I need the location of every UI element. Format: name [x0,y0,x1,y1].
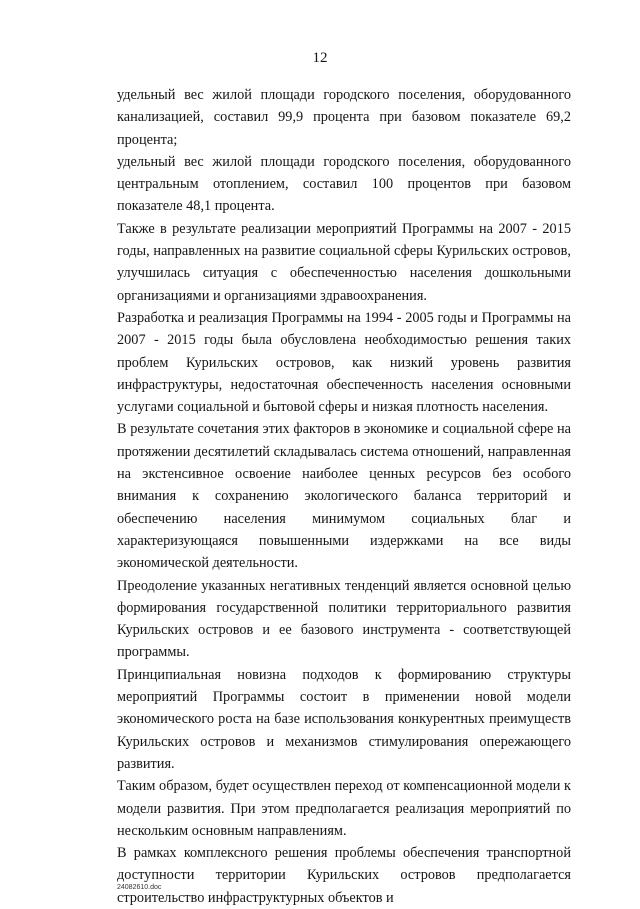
paragraph-4: Разработка и реализация Программы на 1994 - 2005 годы и Программы на 2007 - 2015 годы была обусловлена необходимостью решения таких проблем Курильских островов, как низкий уровень развития инфраструктуры, недостаточная обеспеченность населения основными услугами социальной и бытовой сферы и низкая плотность населения. [117,309,571,416]
body-text [117,84,571,909]
page-number: 12 [312,50,328,66]
paragraph-9: В рамках комплексного решения проблемы обеспечения транспортной доступности территории Курильских островов предполагается строительство инфраструктурных объектов и [117,845,571,906]
paragraph-2: удельный вес жилой площади городского поселения, оборудованного центральным отоплением, составил 100 процентов при базовом показателе 48,1 процента. [117,153,571,215]
paragraph-8: Таким образом, будет осуществлен переход от компенсационной модели к модели развития. При этом предполагается реализация мероприятий по нескольким основным направлениям. [117,778,571,839]
paragraph-3: Также в результате реализации мероприятий Программы на 2007 - 2015 годы, направленных на развитие социальной сферы Курильских островов, улучшилась ситуация с обеспеченностью населения дошкольными организациями и организациями здравоохранения. [117,220,571,304]
document-filename: 24082610.doc [117,884,162,891]
paragraph-1: удельный вес жилой площади городского поселения, оборудованного канализацией, составил 99,9 процента при базовом показателе 69,2 процента; [117,87,571,148]
paragraph-7: Принципиальная новизна подходов к формированию структуры мероприятий Программы состоит в применении новой модели экономического роста на базе использования конкурентных преимуществ Курильских островов и механизмов стимулирования опережающего развития. [117,666,571,772]
paragraph-5: В результате сочетания этих факторов в экономике и социальной сфере на протяжении десятилетий складывалась система отношений, направленная на экстенсивное освоение наиболее ценных ресурсов без особого внимания к сохранению экологического баланса территорий и обеспечению населения минимумом социальных благ и характеризующаяся повышенными издержками на все виды экономической деятельности. [117,421,571,572]
paragraph-6: Преодоление указанных негативных тенденций является основной целью формирования государственной политики территориального развития Курильских островов и ее базового инструмента - соответствующей программы. [117,577,571,661]
